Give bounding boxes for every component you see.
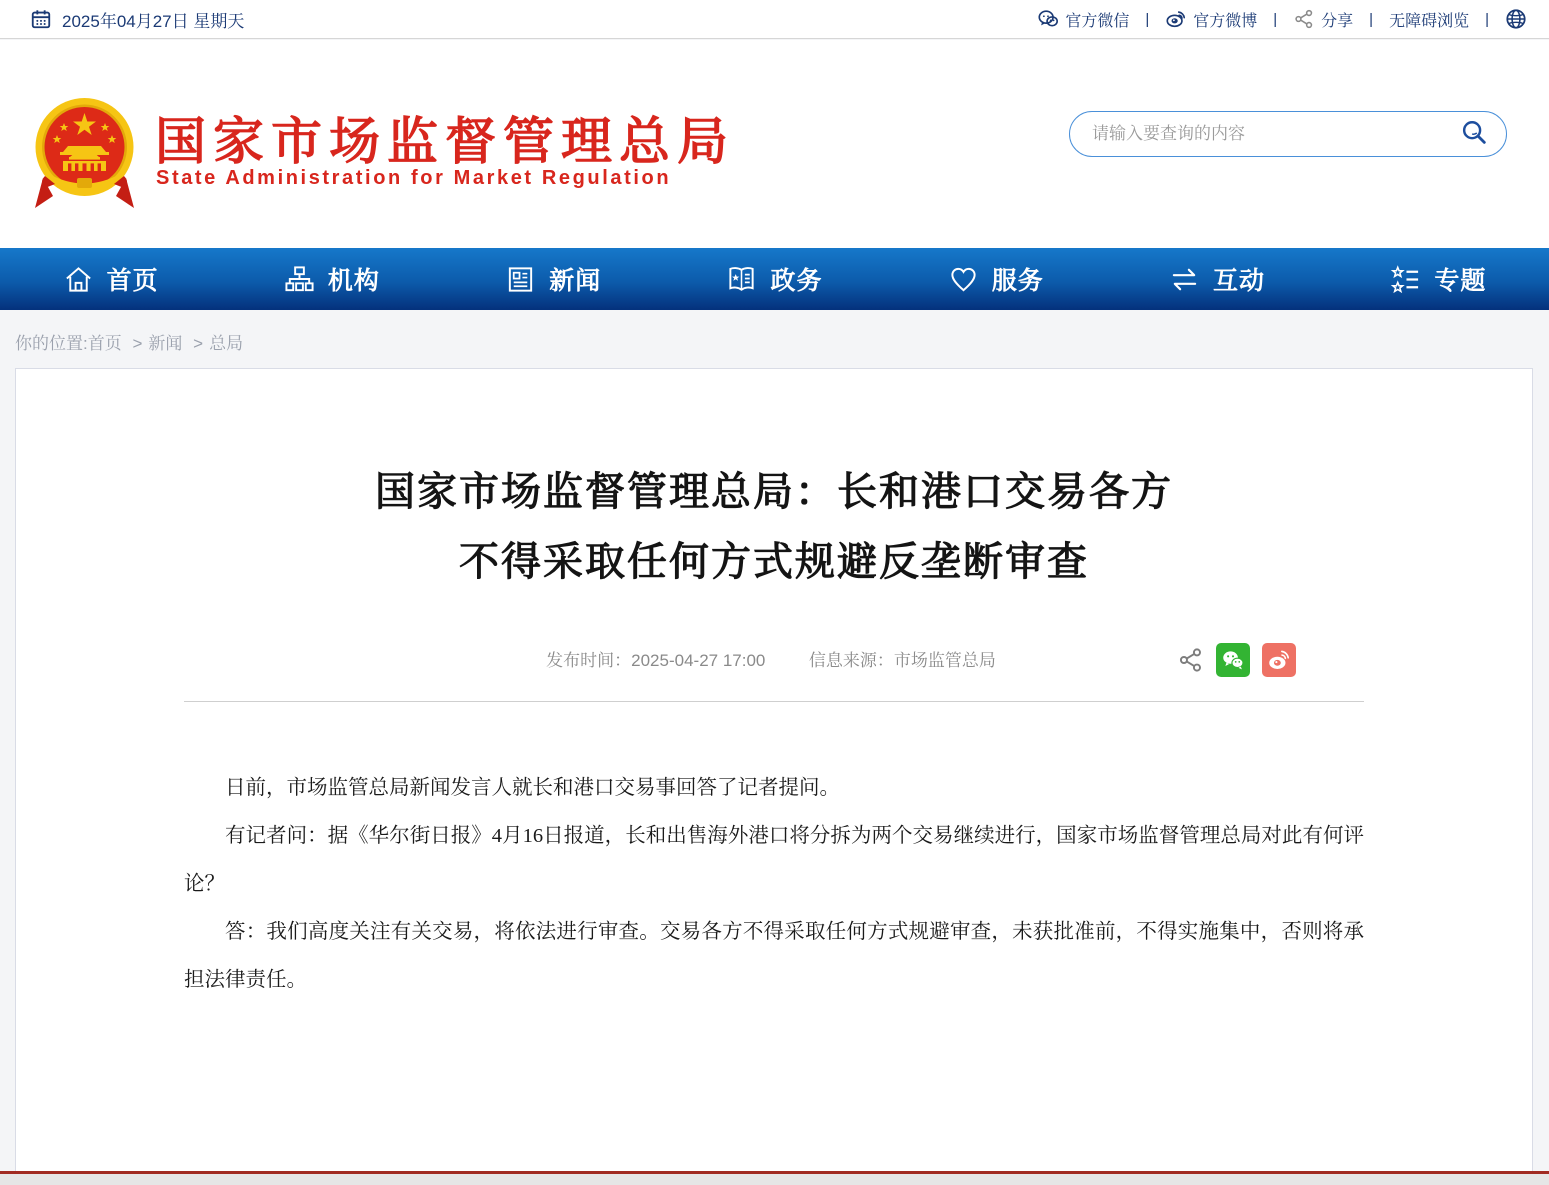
topic-icon xyxy=(1390,264,1421,295)
publish-time-value: 2025-04-27 17:00 xyxy=(631,651,766,670)
accessibility-label: 无障碍浏览 xyxy=(1389,12,1470,30)
paragraph-2: 有记者问：据《华尔街日报》4月16日报道，长和出售海外港口将分拆为两个交易继续进行，国家市场监督管理总局对此有何评论？ xyxy=(184,825,1364,895)
nav-item-service[interactable] xyxy=(885,248,1106,310)
nav-label-org: 机构 xyxy=(327,267,380,295)
nav-item-topic[interactable] xyxy=(1328,248,1549,310)
top-utility-bar xyxy=(0,0,1549,39)
article-container xyxy=(15,368,1533,1172)
breadcrumb-separator: > xyxy=(132,334,143,353)
service-icon xyxy=(948,264,979,295)
nav-item-interact[interactable] xyxy=(1106,248,1327,310)
nav-label-gov: 政务 xyxy=(770,267,823,295)
official-wechat-link[interactable] xyxy=(1037,8,1129,31)
share-label: 分享 xyxy=(1321,12,1354,30)
article-share-icons xyxy=(1178,643,1296,677)
nav-label-interact: 互动 xyxy=(1213,267,1266,295)
search-button[interactable] xyxy=(1458,118,1490,150)
breadcrumb-prefix: 你的位置: xyxy=(15,334,88,353)
article-meta-row xyxy=(184,643,1364,679)
globe-icon xyxy=(1505,8,1527,30)
nav-item-org[interactable] xyxy=(221,248,442,310)
language-globe-link[interactable] xyxy=(1505,8,1527,30)
nav-label-service: 服务 xyxy=(991,267,1044,295)
official-wechat-label: 官方微信 xyxy=(1065,12,1130,30)
nav-label-home: 首页 xyxy=(106,267,159,295)
search-icon xyxy=(1459,118,1489,148)
weibo-icon xyxy=(1165,8,1187,30)
home-icon xyxy=(63,264,94,295)
topbar-links xyxy=(1037,8,1527,31)
footer-strip xyxy=(0,1174,1549,1185)
weibo-icon xyxy=(1266,647,1292,673)
breadcrumb-separator: > xyxy=(193,334,204,353)
share-link[interactable] xyxy=(1293,8,1353,31)
search-box xyxy=(1069,111,1507,157)
paragraph-1: 日前，市场监管总局新闻发言人就长和港口交易事回答了记者提问。 xyxy=(225,777,840,799)
site-title-chinese: 国家市场监督管理总局 xyxy=(155,113,736,170)
site-header xyxy=(0,40,1549,248)
official-weibo-label: 官方微博 xyxy=(1193,12,1258,30)
article-title-line1: 国家市场监督管理总局：长和港口交易各方 xyxy=(375,470,1173,514)
site-title-english: State Administration for Market Regulation xyxy=(156,167,672,189)
source-label: 信息来源： xyxy=(808,651,894,670)
nav-label-news: 新闻 xyxy=(549,267,602,295)
share-icon xyxy=(1293,8,1315,30)
search-input[interactable] xyxy=(1092,124,1458,144)
separator: | xyxy=(1369,10,1374,28)
date-display xyxy=(30,7,244,32)
separator: | xyxy=(1273,10,1278,28)
interact-icon xyxy=(1169,264,1200,295)
breadcrumb xyxy=(15,329,243,354)
article-title-line2: 不得采取任何方式规避反垄断审查 xyxy=(459,540,1089,584)
nav-item-gov[interactable] xyxy=(664,248,885,310)
breadcrumb-home[interactable]: 首页 xyxy=(87,334,122,353)
publish-time-label: 发布时间： xyxy=(546,651,632,670)
article-title xyxy=(184,369,1364,597)
wechat-icon xyxy=(1037,8,1059,30)
separator: | xyxy=(1485,10,1489,28)
source-value: 市场监管总局 xyxy=(893,651,996,670)
news-icon xyxy=(505,264,536,295)
wechat-icon xyxy=(1220,647,1246,673)
calendar-icon xyxy=(30,8,52,30)
gov-icon xyxy=(726,264,757,295)
article-body xyxy=(184,764,1364,1004)
share-weibo-button[interactable] xyxy=(1262,643,1296,677)
national-emblem-logo xyxy=(33,90,136,215)
share-wechat-button[interactable] xyxy=(1216,643,1250,677)
main-nav xyxy=(0,248,1549,310)
nav-item-home[interactable] xyxy=(0,248,221,310)
accessibility-link[interactable] xyxy=(1389,8,1469,31)
nav-label-topic: 专题 xyxy=(1434,267,1487,295)
share-icon[interactable] xyxy=(1178,647,1204,673)
org-icon xyxy=(284,264,315,295)
paragraph-3: 答：我们高度关注有关交易，将依法进行审查。交易各方不得采取任何方式规避审查，未获批准前，不得实施集中，否则将承担法律责任。 xyxy=(184,921,1364,991)
breadcrumb-bureau[interactable]: 总局 xyxy=(209,334,244,353)
official-weibo-link[interactable] xyxy=(1165,8,1257,31)
meta-divider xyxy=(184,701,1364,702)
nav-item-news[interactable] xyxy=(443,248,664,310)
breadcrumb-news[interactable]: 新闻 xyxy=(148,334,183,353)
separator: | xyxy=(1145,10,1150,28)
current-date: 2025年04月27日 星期天 xyxy=(62,11,245,31)
